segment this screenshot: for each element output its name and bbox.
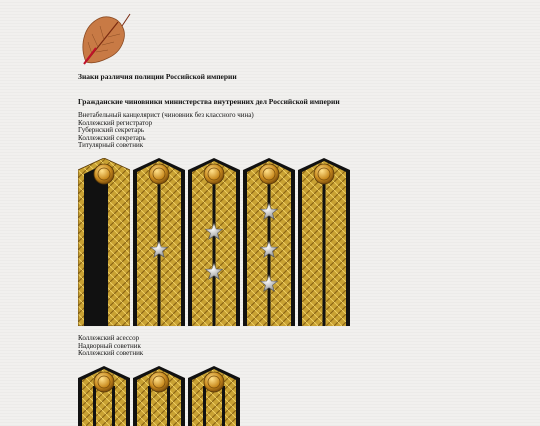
rank-label: Губернский секретарь — [78, 126, 145, 135]
page-subtitle: Гражданские чиновники министерства внутренних дел Российской империи — [78, 97, 340, 106]
rank-label: Внетабельный канцелярист (чиновник без классного чина) — [78, 111, 254, 119]
birch-leaf-logo-icon — [78, 12, 132, 66]
shoulder-boards-group-1 — [78, 158, 350, 326]
shoulder-board-three-stars — [243, 158, 295, 326]
shoulder-board-no-stars — [298, 158, 350, 326]
rank-label: Надворный советник — [78, 341, 141, 350]
rank-label: Коллежский советник — [78, 349, 144, 358]
shoulder-board-one-star — [133, 158, 185, 326]
shoulder-board-two-stars — [188, 158, 240, 326]
rank-list-group-1 — [78, 112, 254, 150]
rank-list-group-2 — [78, 335, 143, 358]
shoulder-board-two-stripes — [133, 366, 185, 426]
eagle-button-icon — [314, 164, 334, 184]
eagle-button-icon — [204, 372, 224, 392]
shoulder-boards-group-2 — [78, 366, 240, 426]
eagle-button-icon — [149, 164, 169, 184]
eagle-button-icon — [149, 372, 169, 392]
rank-label: Коллежский секретарь — [78, 133, 146, 142]
eagle-button-icon — [94, 372, 114, 392]
shoulder-board-two-stripes — [78, 366, 130, 426]
eagle-button-icon — [204, 164, 224, 184]
rank-label: Коллежский регистратор — [78, 118, 153, 127]
rank-label: Коллежский асессор — [78, 334, 140, 342]
shoulder-board-plain — [78, 158, 130, 326]
rank-label: Титулярный советник — [78, 141, 144, 150]
page-title: Знаки различия полиции Российской империи — [78, 72, 237, 81]
eagle-button-icon — [259, 164, 279, 184]
shoulder-board-two-stripes — [188, 366, 240, 426]
eagle-button-icon — [94, 164, 114, 184]
